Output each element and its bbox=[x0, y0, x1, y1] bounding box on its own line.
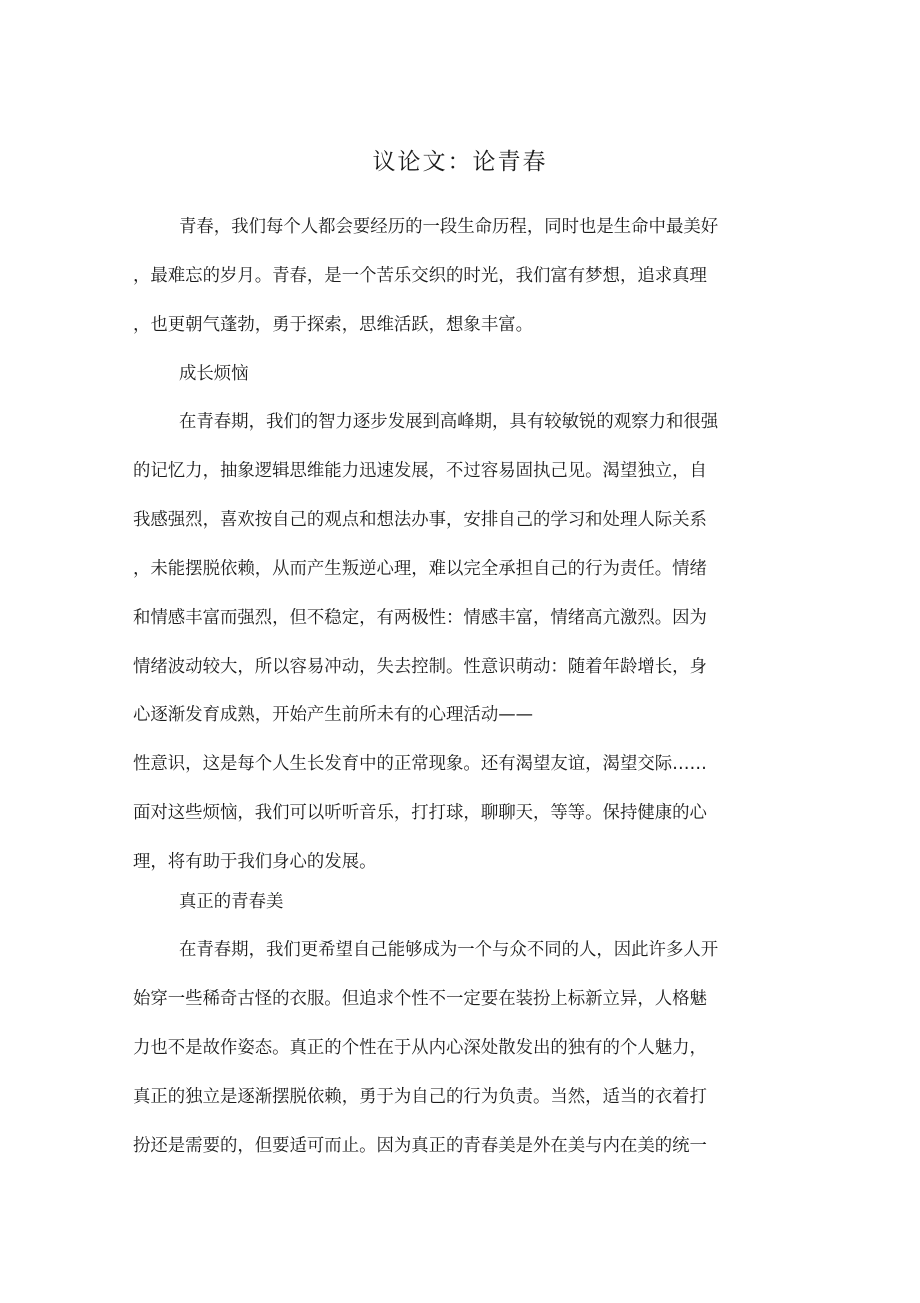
text-line: 真正的独立是逐渐摆脱依赖，勇于为自己的行为负责。当然，适当的衣着打 bbox=[133, 1086, 707, 1107]
text-line: 扮还是需要的，但要适可而止。因为真正的青春美是外在美与内在美的统一 bbox=[133, 1135, 707, 1156]
section-heading-growth bbox=[133, 350, 781, 399]
text-line: 和情感丰富而强烈，但不稳定，有两极性：情感丰富，情绪高亢激烈。因为 bbox=[133, 607, 707, 628]
text-line: ，未能摆脱依赖，从而产生叛逆心理，难以完全承担自己的行为责任。情绪 bbox=[133, 558, 707, 579]
text-line: 的记忆力，抽象逻辑思维能力迅速发展，不过容易固执己见。渴望独立，自 bbox=[133, 460, 707, 481]
text-line: 我感强烈，喜欢按自己的观点和想法办事，安排自己的学习和处理人际关系 bbox=[133, 509, 707, 530]
paragraph-beauty bbox=[133, 926, 781, 1171]
paragraph-growth bbox=[133, 398, 781, 887]
text-line: 性意识，这是每个人生长发育中的正常现象。还有渴望友谊，渴望交际…… bbox=[133, 754, 707, 775]
text-line: 在青春期，我们的智力逐步发展到高峰期，具有较敏锐的观察力和很强 bbox=[179, 412, 719, 432]
text-line: ，也更朝气蓬勃，勇于探索，思维活跃，想象丰富。 bbox=[133, 314, 533, 335]
text-line: 青春，我们每个人都会要经历的一段生命历程，同时也是生命中最美好 bbox=[179, 217, 719, 237]
section-heading: 成长烦恼 bbox=[179, 364, 249, 384]
text-line: 心逐渐发育成熟，开始产生前所未有的心理活动—— bbox=[133, 705, 533, 726]
document-title: 议论文：论青春 bbox=[372, 149, 548, 175]
text-line: ，最难忘的岁月。青春，是一个苦乐交织的时光，我们富有梦想，追求真理 bbox=[133, 265, 707, 286]
text-line: 面对这些烦恼，我们可以听听音乐，打打球，聊聊天，等等。保持健康的心 bbox=[133, 803, 707, 824]
text-line: 始穿一些稀奇古怪的衣服。但追求个性不一定要在装扮上标新立异，人格魅 bbox=[133, 988, 707, 1009]
paragraph-intro bbox=[133, 203, 781, 350]
text-line: 力也不是故作姿态。真正的个性在于从内心深处散发出的独有的个人魅力， bbox=[133, 1037, 707, 1058]
text-line: 理，将有助于我们身心的发展。 bbox=[133, 852, 377, 873]
text-line: 在青春期，我们更希望自己能够成为一个与众不同的人，因此许多人开 bbox=[179, 940, 719, 960]
section-heading: 真正的青春美 bbox=[179, 892, 284, 912]
text-line: 情绪波动较大，所以容易冲动，失去控制。性意识萌动：随着年龄增长，身 bbox=[133, 656, 707, 677]
section-heading-beauty bbox=[133, 878, 781, 927]
